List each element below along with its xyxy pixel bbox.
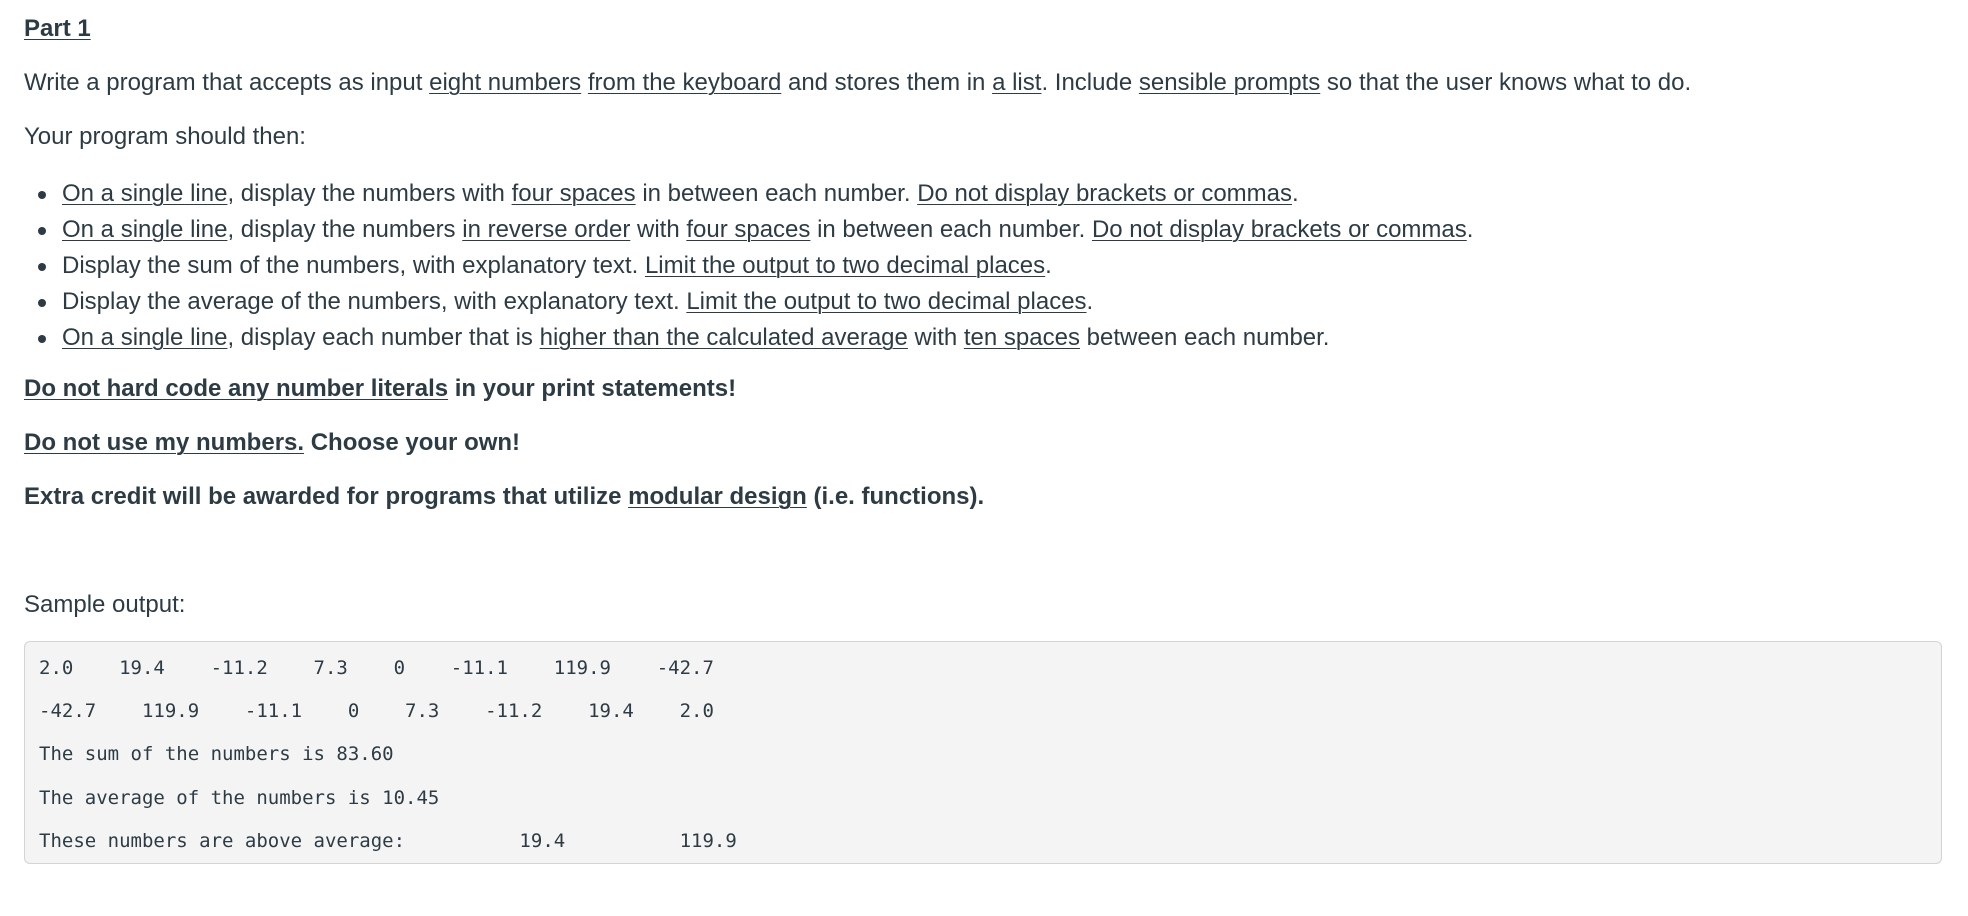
output-line-reversed: -42.7 119.9 -11.1 0 7.3 -11.2 19.4 2.0: [39, 700, 714, 722]
output-line-sum: The sum of the numbers is 83.60: [39, 743, 394, 765]
list-item: On a single line, display each number that is higher than the calculated average with ten spaces between each number.: [24, 320, 1473, 356]
list-item: On a single line, display the numbers in reverse order with four spaces in between each number. Do not display brackets or commas.: [24, 212, 1473, 248]
list-item: Display the average of the numbers, with explanatory text. Limit the output to two decimal places.: [24, 284, 1473, 320]
then-text: Your program should then:: [24, 123, 306, 150]
underline-eight-numbers: eight numbers: [429, 69, 582, 96]
output-line-numbers: 2.0 19.4 -11.2 7.3 0 -11.1 119.9 -42.7: [39, 657, 714, 679]
underline-sensible-prompts: sensible prompts: [1138, 69, 1321, 96]
warning-own-numbers: Do not use my numbers. Choose your own!: [24, 429, 521, 456]
underline-a-list: a list: [992, 69, 1042, 96]
warning-hard-code: Do not hard code any number literals in your print statements!: [24, 375, 737, 402]
intro-paragraph: Write a program that accepts as input eight numbers from the keyboard and stores them in a list. Include sensible prompts so that the user knows what to do.: [24, 69, 1692, 96]
output-line-average: The average of the numbers is 10.45: [39, 787, 440, 809]
list-item: On a single line, display the numbers with four spaces in between each number. Do not display brackets or commas.: [24, 176, 1473, 212]
requirements-list: [24, 176, 1473, 356]
sample-output-block: [24, 641, 1942, 864]
list-item: Display the sum of the numbers, with explanatory text. Limit the output to two decimal places.: [24, 248, 1473, 284]
underline-from-keyboard: from the keyboard: [587, 69, 782, 96]
sample-output-label: Sample output:: [24, 591, 186, 618]
part-title: Part 1: [24, 15, 91, 42]
extra-credit-note: Extra credit will be awarded for programs that utilize modular design (i.e. functions).: [24, 483, 985, 510]
output-line-above-average: These numbers are above average: 19.4 119.9: [39, 830, 737, 852]
